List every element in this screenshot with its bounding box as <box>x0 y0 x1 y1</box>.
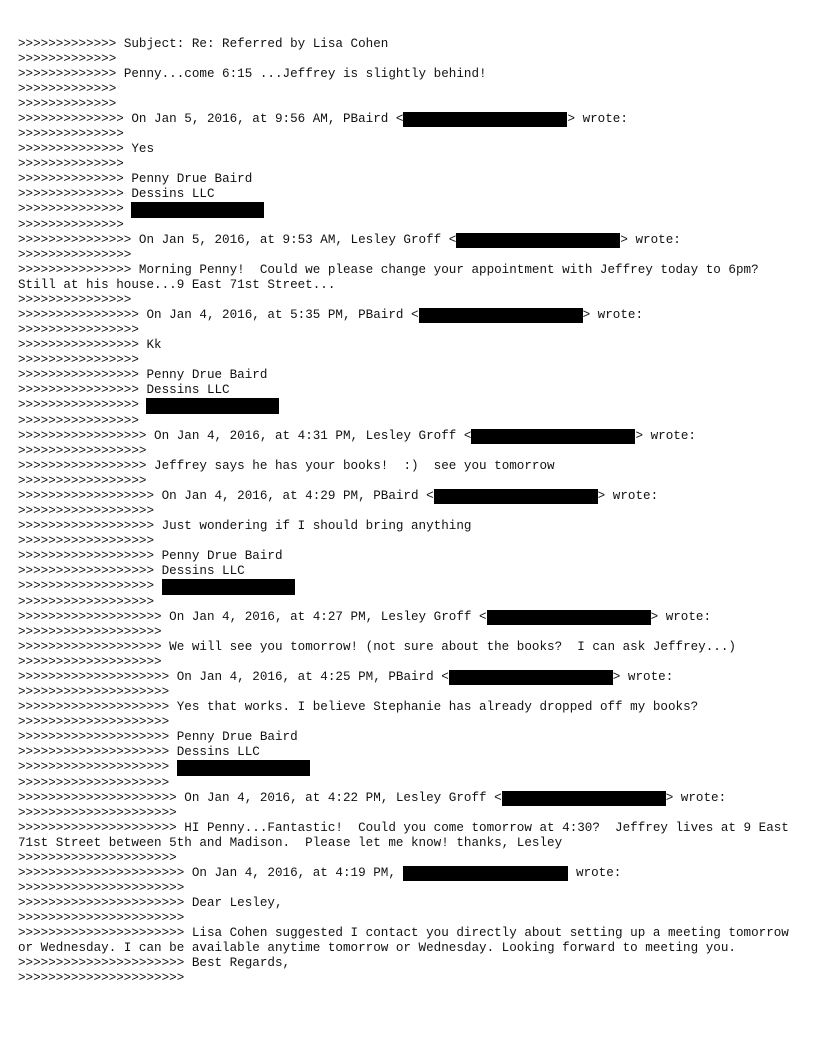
quote-prefix: >>>>>>>>>>>>>> <box>18 112 132 126</box>
reply-header-suffix: > wrote: <box>582 308 644 322</box>
quote-prefix: >>>>>>>>>>>>>>>>>>>>> <box>18 806 177 820</box>
blank-quote-line <box>18 685 798 700</box>
reply-header <box>18 610 798 625</box>
reply-header-suffix: > wrote: <box>665 791 727 805</box>
quote-prefix: >>>>>>>>>>>>> <box>18 52 117 66</box>
reply-header-text: On Jan 4, 2016, at 5:35 PM, PBaird < <box>146 308 419 322</box>
redacted-email-address <box>487 610 651 625</box>
quote-prefix: >>>>>>>>>>>>>>>>>> <box>18 595 155 609</box>
blank-quote-line <box>18 806 798 821</box>
message-text: We will see you tomorrow! (not sure about the books? I can ask Jeffrey...) <box>169 640 736 654</box>
quote-prefix: >>>>>>>>>>>>>>> <box>18 293 132 307</box>
quote-prefix: >>>>>>>>>>>>>>>>>>>> <box>18 730 177 744</box>
quote-prefix: >>>>>>>>>>>>> <box>18 97 117 111</box>
message-line <box>18 459 798 474</box>
blank-quote-line <box>18 52 798 67</box>
quote-prefix: >>>>>>>>>>>>>>>>> <box>18 474 147 488</box>
message-line <box>18 383 798 398</box>
signature-redaction-line <box>18 579 798 595</box>
message-text: Dessins LLC <box>176 745 260 759</box>
reply-header-text: On Jan 4, 2016, at 4:19 PM, <box>191 866 404 880</box>
message-line <box>18 640 798 655</box>
quote-prefix: >>>>>>>>>>>>>>>> <box>18 308 147 322</box>
blank-quote-line <box>18 82 798 97</box>
message-line <box>18 956 798 971</box>
reply-header-suffix: > wrote: <box>612 670 674 684</box>
reply-header <box>18 866 798 881</box>
redacted-email-address <box>502 791 666 806</box>
reply-header-suffix: > wrote: <box>635 429 696 443</box>
blank-quote-line <box>18 776 798 791</box>
quote-prefix: >>>>>>>>>>>>>>>>>> <box>18 504 155 518</box>
message-line <box>18 263 798 293</box>
message-line <box>18 172 798 187</box>
redacted-email-address <box>419 308 583 323</box>
reply-header <box>18 489 798 504</box>
reply-header-suffix: > wrote: <box>650 610 712 624</box>
quote-prefix: >>>>>>>>>>>>>>>> <box>18 398 147 412</box>
quote-prefix: >>>>>>>>>>>>>>>>>>> <box>18 625 162 639</box>
message-text: Yes <box>131 142 155 156</box>
blank-quote-line <box>18 971 798 986</box>
quote-prefix: >>>>>>>>>>>>>>>>>>>>>> <box>18 926 192 940</box>
message-text: Penny Drue Baird <box>131 172 253 186</box>
quote-prefix: >>>>>>>>>>>>>>>>>>> <box>18 655 162 669</box>
message-text: Dessins LLC <box>146 383 230 397</box>
message-line <box>18 368 798 383</box>
reply-header <box>18 429 798 444</box>
message-text: Dear Lesley, <box>191 896 283 910</box>
blank-quote-line <box>18 127 798 142</box>
reply-header-text: On Jan 4, 2016, at 4:25 PM, PBaird < <box>176 670 449 684</box>
reply-header <box>18 791 798 806</box>
reply-header-text: On Jan 5, 2016, at 9:53 AM, Lesley Groff < <box>138 233 457 247</box>
blank-quote-line <box>18 248 798 263</box>
message-line <box>18 745 798 760</box>
email-thread <box>18 37 798 986</box>
blank-quote-line <box>18 715 798 730</box>
message-text: Kk <box>146 338 162 352</box>
signature-redaction-line <box>18 760 798 776</box>
blank-quote-line <box>18 655 798 670</box>
message-line <box>18 821 798 851</box>
quote-prefix: >>>>>>>>>>>>>>>>>>> <box>18 640 170 654</box>
message-line <box>18 700 798 715</box>
message-text: Yes that works. I believe Stephanie has already dropped off my books? <box>176 700 699 714</box>
quote-prefix: >>>>>>>>>>>>>>>>>>>> <box>18 745 177 759</box>
reply-header-suffix: > wrote: <box>597 489 659 503</box>
message-text: Subject: Re: Referred by Lisa Cohen <box>123 37 389 51</box>
message-line <box>18 187 798 202</box>
blank-quote-line <box>18 504 798 519</box>
message-line <box>18 338 798 353</box>
reply-header <box>18 233 798 248</box>
quote-prefix: >>>>>>>>>>>>>>> <box>18 233 139 247</box>
quote-prefix: >>>>>>>>>>>>>>>>> <box>18 459 155 473</box>
redacted-signature-block <box>146 398 279 414</box>
reply-header-text: On Jan 4, 2016, at 4:29 PM, PBaird < <box>161 489 434 503</box>
blank-quote-line <box>18 157 798 172</box>
quote-prefix: >>>>>>>>>>>>>>>>>>>>> <box>18 791 185 805</box>
blank-quote-line <box>18 851 798 866</box>
quote-prefix: >>>>>>>>>>>>>>>>>>>> <box>18 715 170 729</box>
blank-quote-line <box>18 625 798 640</box>
redacted-email-address <box>471 429 635 444</box>
quote-prefix: >>>>>>>>>>>>>>>> <box>18 368 147 382</box>
quote-prefix: >>>>>>>>>>>>>> <box>18 157 124 171</box>
quote-prefix: >>>>>>>>>>>>>>>>>>>>>> <box>18 896 192 910</box>
reply-header-text: On Jan 4, 2016, at 4:22 PM, Lesley Groff < <box>184 791 502 805</box>
message-line <box>18 564 798 579</box>
message-text: Jeffrey says he has your books! :) see you tomorrow <box>154 459 555 473</box>
reply-header <box>18 308 798 323</box>
quote-prefix: >>>>>>>>>>>>>>>>>>>>>> <box>18 911 185 925</box>
signature-redaction-line <box>18 398 798 414</box>
reply-header-suffix: > wrote: <box>567 112 628 126</box>
quote-prefix: >>>>>>>>>>>>>>>>>> <box>18 564 162 578</box>
blank-quote-line <box>18 881 798 896</box>
reply-header-suffix: > wrote: <box>620 233 681 247</box>
message-line <box>18 142 798 157</box>
message-text: Just wondering if I should bring anything <box>161 519 472 533</box>
quote-prefix: >>>>>>>>>>>>>>>>>>>> <box>18 670 177 684</box>
blank-quote-line <box>18 97 798 112</box>
quote-prefix: >>>>>>>>>>>>>> <box>18 218 124 232</box>
message-text: Penny Drue Baird <box>146 368 268 382</box>
quote-prefix: >>>>>>>>>>>>> <box>18 67 124 81</box>
reply-header-text: On Jan 5, 2016, at 9:56 AM, PBaird < <box>131 112 404 126</box>
quote-prefix: >>>>>>>>>>>>>> <box>18 202 132 216</box>
quote-prefix: >>>>>>>>>>>>>>>>> <box>18 429 155 443</box>
message-text: Penny Drue Baird <box>176 730 298 744</box>
blank-quote-line <box>18 444 798 459</box>
message-text: Dessins LLC <box>161 564 245 578</box>
quote-prefix: >>>>>>>>>>>>>>>>>>>> <box>18 685 170 699</box>
quote-prefix: >>>>>>>>>>>>> <box>18 37 124 51</box>
quote-prefix: >>>>>>>>>>>>>>>>>>>>>> <box>18 956 192 970</box>
message-text: Penny...come 6:15 ...Jeffrey is slightly behind! <box>123 67 487 81</box>
message-text: Morning Penny! Could we please change your appointment with Jeffrey today to 6pm? Still at his house...9 East 71st Street... <box>18 263 774 292</box>
reply-header <box>18 112 798 127</box>
quote-prefix: >>>>>>>>>>>>>>>>>> <box>18 579 162 593</box>
redacted-email-address <box>403 112 567 127</box>
reply-header-suffix: wrote: <box>568 866 622 880</box>
redacted-signature-block <box>131 202 264 218</box>
message-line <box>18 896 798 911</box>
quote-prefix: >>>>>>>>>>>>>>> <box>18 248 132 262</box>
blank-quote-line <box>18 323 798 338</box>
message-text: Best Regards, <box>191 956 291 970</box>
quote-prefix: >>>>>>>>>>>>>> <box>18 127 124 141</box>
quote-prefix: >>>>>>>>>>>>>>>>>>>>> <box>18 821 185 835</box>
redacted-email-address <box>403 866 568 881</box>
redacted-email-address <box>434 489 598 504</box>
quote-prefix: >>>>>>>>>>>>>>>>>>>>> <box>18 851 177 865</box>
quote-prefix: >>>>>>>>>>>>>>>>>> <box>18 489 162 503</box>
quote-prefix: >>>>>>>>>>>>>>>>>>>> <box>18 776 170 790</box>
message-text: Penny Drue Baird <box>161 549 283 563</box>
message-line <box>18 67 798 82</box>
message-line <box>18 519 798 534</box>
quote-prefix: >>>>>>>>>>>>>> <box>18 172 132 186</box>
message-text: Dessins LLC <box>131 187 215 201</box>
reply-header <box>18 670 798 685</box>
redacted-email-address <box>449 670 613 685</box>
quote-prefix: >>>>>>>>>>>>>>>> <box>18 383 147 397</box>
reply-header-text: On Jan 4, 2016, at 4:31 PM, Lesley Groff < <box>154 429 472 443</box>
blank-quote-line <box>18 534 798 549</box>
quote-prefix: >>>>>>>>>>>>>>>>>>>> <box>18 700 177 714</box>
quote-prefix: >>>>>>>>>>>>>>>> <box>18 323 139 337</box>
quote-prefix: >>>>>>>>>>>>>> <box>18 187 132 201</box>
blank-quote-line <box>18 293 798 308</box>
blank-quote-line <box>18 595 798 610</box>
quote-prefix: >>>>>>>>>>>>>>>>> <box>18 444 147 458</box>
message-line <box>18 37 798 52</box>
signature-redaction-line <box>18 202 798 218</box>
quote-prefix: >>>>>>>>>>>>>>>>>>>> <box>18 760 177 774</box>
quote-prefix: >>>>>>>>>>>>> <box>18 82 117 96</box>
quote-prefix: >>>>>>>>>>>>>>>>>>> <box>18 610 170 624</box>
redacted-signature-block <box>162 579 295 595</box>
quote-prefix: >>>>>>>>>>>>>>>>>>>>>> <box>18 881 185 895</box>
quote-prefix: >>>>>>>>>>>>>>>>>> <box>18 549 162 563</box>
blank-quote-line <box>18 911 798 926</box>
blank-quote-line <box>18 474 798 489</box>
reply-header-text: On Jan 4, 2016, at 4:27 PM, Lesley Groff < <box>169 610 487 624</box>
blank-quote-line <box>18 218 798 233</box>
quote-prefix: >>>>>>>>>>>>>>>> <box>18 338 147 352</box>
quote-prefix: >>>>>>>>>>>>>> <box>18 142 132 156</box>
message-text: HI Penny...Fantastic! Could you come tomorrow at 4:30? Jeffrey lives at 9 East 71st Street between 5th and Madison. Please let me know! thanks, Lesley <box>18 821 797 850</box>
quote-prefix: >>>>>>>>>>>>>>>> <box>18 414 139 428</box>
message-line <box>18 549 798 564</box>
message-line <box>18 926 798 956</box>
redacted-email-address <box>456 233 620 248</box>
redacted-signature-block <box>177 760 310 776</box>
quote-prefix: >>>>>>>>>>>>>>>> <box>18 353 139 367</box>
blank-quote-line <box>18 353 798 368</box>
quote-prefix: >>>>>>>>>>>>>>>>>> <box>18 534 155 548</box>
quote-prefix: >>>>>>>>>>>>>>> <box>18 263 139 277</box>
quote-prefix: >>>>>>>>>>>>>>>>>>>>>> <box>18 971 185 985</box>
message-text: Lisa Cohen suggested I contact you directly about setting up a meeting tomorrow or Wednesday. I can be available anytime tomorrow or Wednesday. Looking forward to meeting you. <box>18 926 797 955</box>
message-line <box>18 730 798 745</box>
quote-prefix: >>>>>>>>>>>>>>>>>>>>>> <box>18 866 192 880</box>
blank-quote-line <box>18 414 798 429</box>
quote-prefix: >>>>>>>>>>>>>>>>>> <box>18 519 162 533</box>
